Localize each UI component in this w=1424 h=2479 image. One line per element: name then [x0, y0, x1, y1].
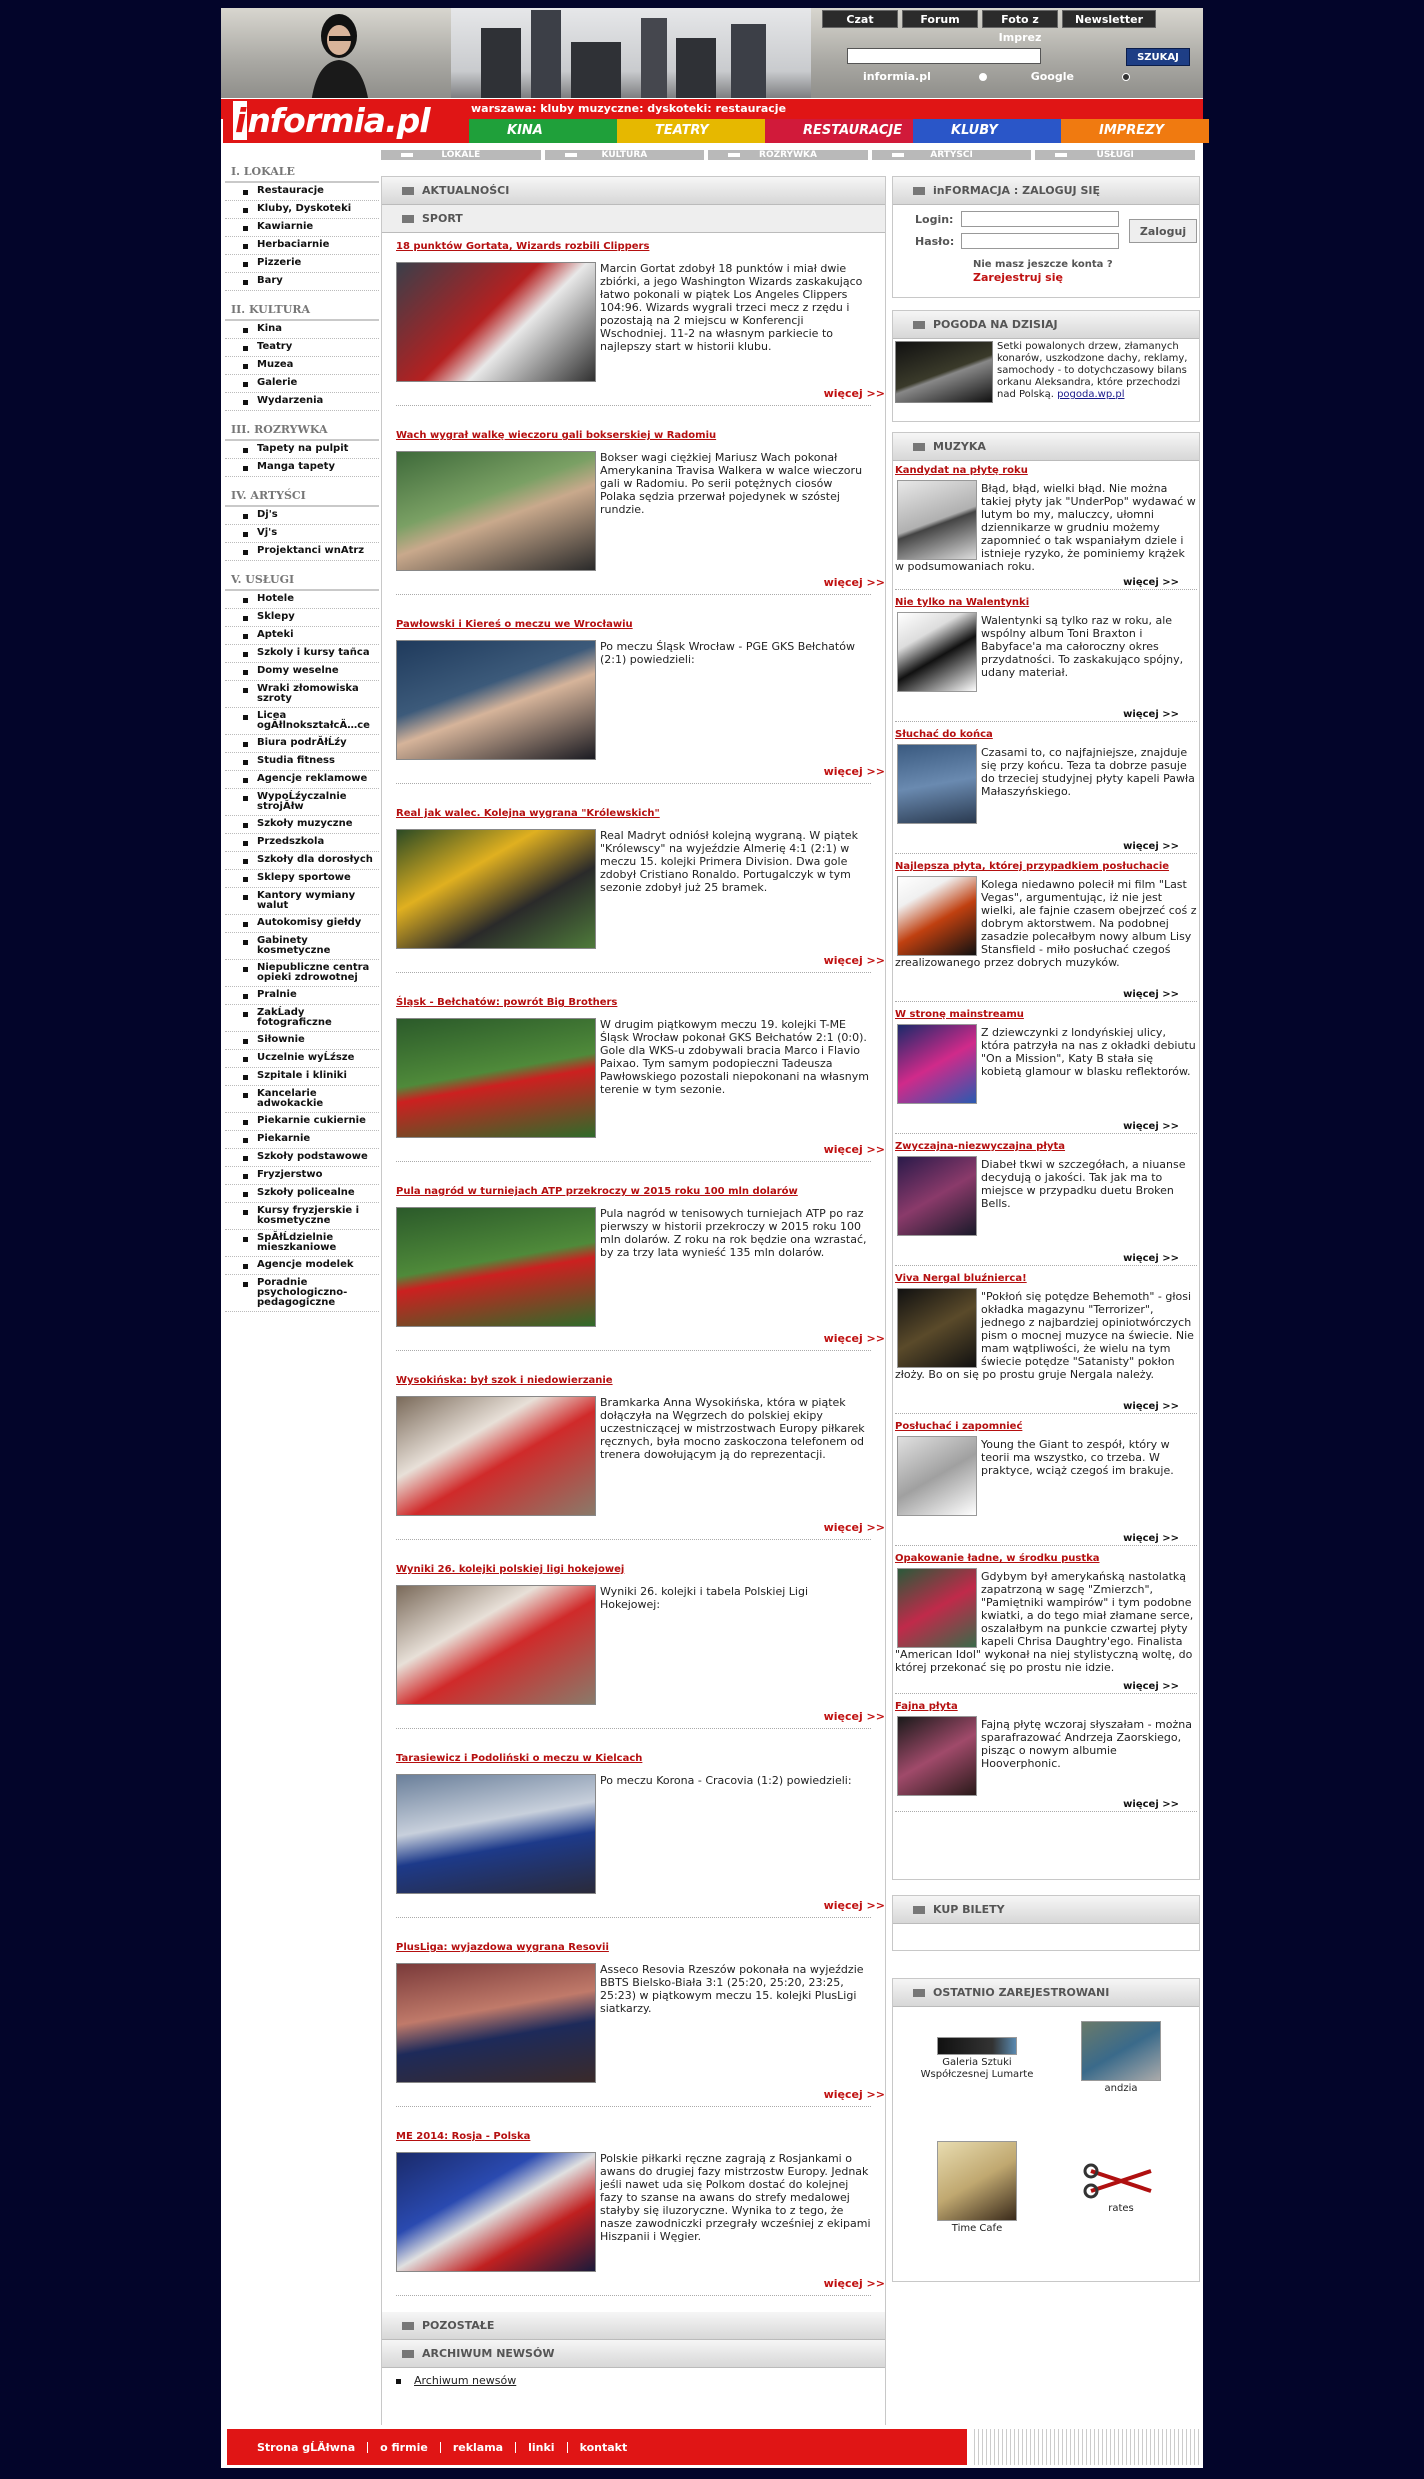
woman-photo [291, 10, 381, 98]
divider [396, 594, 871, 595]
city-skyline-image [451, 8, 811, 98]
member-name: rates [1108, 2203, 1134, 2214]
topnav-chat[interactable]: Czat [822, 10, 898, 28]
music-item-text: Z dziewczynki z londyńskiej ulicy, która patrzyła na nas z okładki debiutu "On a Mission", Katy B stała się kobietą glamour w blasku reflektorów. [981, 1026, 1196, 1078]
article-body: Bokser wagi ciężkiej Mariusz Wach pokonał Amerykanina Travisa Walkera w walce wieczoru gali w Radomiu. Po serii potężnych ciosów Polaka sędzia przerwał pojedynek w szóstej rundzie. [600, 451, 863, 516]
article-title[interactable]: Wach wygrał walkę wieczoru gali bokserskiej w Radomiu [396, 430, 717, 441]
footer-link[interactable]: linki [516, 2442, 567, 2453]
article-title[interactable]: 18 punktów Gortata, Wizards rozbili Clippers [396, 241, 650, 252]
top-navigation [822, 10, 1156, 44]
category-tab-kluby[interactable]: KLUBY [913, 119, 1061, 143]
sidebar-item[interactable]: Szkoły podstawowe [225, 1149, 379, 1167]
sidebar-item[interactable]: Galerie [225, 375, 379, 393]
music-item [893, 1697, 1199, 1815]
member-image [937, 2141, 1017, 2221]
album-cover[interactable] [897, 1568, 977, 1648]
article-image[interactable] [396, 1018, 596, 1138]
music-item [893, 1417, 1199, 1549]
album-cover[interactable] [897, 1288, 977, 1368]
music-item [893, 461, 1199, 593]
article-title[interactable]: Pula nagród w turniejach ATP przekroczy w 2015 roku 100 mln dolarów [396, 1186, 798, 1197]
member-name: andzia [1104, 2083, 1138, 2094]
sidebar-item[interactable]: Muzea [225, 357, 379, 375]
sidebar-item[interactable]: Manga tapety [225, 459, 379, 477]
music-item-text: Błąd, błąd, wielki błąd. Nie można takiej płyty jak "UnderPop" wydawać w lutym bo my, maluczcy, ułomni dziennikarze w grudniu możemy zapomnieć o tak wspaniałym dziele i istnieje ryzyko, że pominiemy krążek w podsumowaniach roku. [895, 482, 1196, 573]
sidebar-item[interactable]: Wydarzenia [225, 393, 379, 411]
album-cover[interactable] [897, 1156, 977, 1236]
sidebar-section-list [225, 507, 379, 561]
article-title[interactable]: PlusLiga: wyjazdowa wygrana Resovii [396, 1942, 609, 1953]
logo-i: i [235, 101, 246, 140]
music-item-title[interactable]: Słuchać do końca [895, 729, 993, 740]
music-item-text: Diabeł tkwi w szczegółach, a niuanse decydują o jakości. Tak jak ma to miejsce w przypadku duetu Broken Bells. [981, 1158, 1186, 1210]
sidebar-item[interactable]: Projektanci wnAtrz [225, 543, 379, 561]
footer-link[interactable]: kontakt [579, 2440, 628, 2454]
more-link[interactable]: więcej >> [1123, 989, 1179, 1000]
topnav-forum[interactable]: Forum [902, 10, 978, 28]
sidebar-section-title: I. LOKALE [225, 159, 379, 183]
sidebar-item[interactable]: Hotele [225, 591, 379, 609]
music-item-title[interactable]: Fajna płyta [895, 1701, 958, 1712]
divider [396, 1728, 871, 1729]
article-body: Real Madryt odniósł kolejną wygraną. W piątek "Królewscy" na wyjeździe Almerię 4:1 (2:1) w meczu 15. kolejki Primera Division. Dwa gole zdobył Cristiano Ronaldo. Portugalczyk w tym sezonie zdobył już 25 bramek. [600, 829, 858, 894]
more-link[interactable]: więcej >> [1123, 577, 1179, 588]
news-article [382, 2123, 885, 2312]
login-form [893, 205, 1199, 295]
category-tab-teatry[interactable]: TEATRY [617, 119, 765, 143]
sidebar-item[interactable]: Restauracje [225, 183, 379, 201]
sidebar-item[interactable]: Piekarnie [225, 1131, 379, 1149]
sidebar-item[interactable]: Szkoły dla dorosłych [225, 852, 379, 870]
more-link[interactable]: więcej >> [1123, 1401, 1179, 1412]
search-button[interactable]: SZUKAJ [1126, 48, 1190, 66]
music-item [893, 1137, 1199, 1269]
music-item [893, 593, 1199, 725]
music-item-title[interactable]: Posłuchać i zapomnieć [895, 1421, 1023, 1432]
sidebar-section-title: II. KULTURA [225, 297, 379, 321]
article-body: Po meczu Korona - Cracovia (1:2) powiedzieli: [600, 1774, 852, 1787]
subnav-2[interactable]: ROZRYWKA [708, 150, 868, 160]
sidebar-item[interactable]: Uczelnie wyĹźsze [225, 1050, 379, 1068]
article-title[interactable]: Pawłowski i Kiereś o meczu we Wrocławiu [396, 619, 633, 630]
header-banner [221, 8, 1203, 98]
album-cover[interactable] [897, 1436, 977, 1516]
topnav-photos[interactable]: Foto z Imprez [982, 10, 1058, 28]
article-image[interactable] [396, 829, 596, 949]
music-item-title[interactable]: Viva Nergal bluźnierca! [895, 1273, 1027, 1284]
article-body: Asseco Resovia Rzeszów pokonała na wyjeździe BBTS Bielsko-Biała 3:1 (25:20, 25:20, 23:25, 25:23) w piątkowym meczu 15. kolejki PlusLigi siatkarzy. [600, 1963, 864, 2015]
news-article [382, 1367, 885, 1556]
sidebar-item[interactable]: Bary [225, 273, 379, 291]
sidebar-item[interactable]: Szkoły policealne [225, 1185, 379, 1203]
album-cover[interactable] [897, 480, 977, 560]
footer-link[interactable]: o firmie [368, 2442, 441, 2453]
article-body: Polskie piłkarki ręczne zagrają z Rosjankami o awans do drugiej fazy mistrzostw Europy. Jednak jeśli nawet uda się Polkom dostać do kolejnej fazy to szanse na awans do strefy medalowej stałyby się iluzoryczne. Wynika to z tego, że nasze zawodniczki przegrały wcześniej z ekipami Hiszpanii i Węgier. [600, 2152, 871, 2243]
sidebar-item[interactable]: Pralnie [225, 987, 379, 1005]
news-article [382, 989, 885, 1178]
footer-links [227, 2429, 967, 2465]
article-title[interactable]: Real jak walec. Kolejna wygrana "Królewskich" [396, 808, 660, 819]
footer-link[interactable]: reklama [441, 2442, 516, 2453]
divider [895, 1693, 1197, 1694]
tagline: warszawa: kluby muzyczne: dyskoteki: restauracje [471, 102, 787, 115]
search-input[interactable] [847, 48, 1041, 64]
article-body: Bramkarka Anna Wysokińska, która w piątek dołączyła na Węgrzech do polskiej ekipy uczestniczącej w mistrzostwach Europy piłkarek ręcznych, była mocno zaskoczona telefonem od trenera dowołującym ją do reprezentacji. [600, 1396, 865, 1461]
tickets-box [892, 1895, 1200, 1951]
more-link[interactable]: więcej >> [823, 1521, 885, 1534]
article-list [382, 233, 885, 2312]
music-item-text: Young the Giant to zespół, który w teorii ma wszystko, co trzeba. W praktyce, wciąż czegoś im brakuje. [981, 1438, 1174, 1477]
subnav-3[interactable]: ARTYŚCI [872, 150, 1032, 160]
news-article [382, 1745, 885, 1934]
article-image[interactable] [396, 1207, 596, 1327]
article-image[interactable] [396, 1774, 596, 1894]
registered-member[interactable] [1061, 2161, 1181, 2215]
sidebar-item[interactable]: Autokomisy giełdy [225, 915, 379, 933]
divider [895, 589, 1197, 590]
music-item-text: Walentynki są tylko raz w roku, ale wspólny album Toni Braxton i Babyface'a ma całoroczny okres przydatności. To zaskakująco spójny, udany materiał. [981, 614, 1184, 679]
sidebar-item[interactable]: Agencje modelek [225, 1257, 379, 1275]
sidebar-item[interactable]: Fryzjerstwo [225, 1167, 379, 1185]
section-header-sport: SPORT [382, 205, 885, 233]
news-article [382, 611, 885, 800]
divider [396, 1161, 871, 1162]
archive-row [382, 2368, 885, 2393]
login-title: inFORMACJA : ZALOGUJ SIĘ [893, 177, 1199, 205]
sidebar-item[interactable]: Kawiarnie [225, 219, 379, 237]
news-column [381, 176, 886, 2433]
divider [895, 1811, 1197, 1812]
music-item-title[interactable]: Kandydat na płytę roku [895, 465, 1028, 476]
music-item-text: Gdybym był amerykańską nastolatką zapatrzoną w sagę "Zmierzch", "Pamiętniki wampirów" i tym podobne kwiatki, a do tego miał złamane serce, oszalałbym na punkcie czwartej płyty kapeli Chrisa Daughtry'ego. Finalista "American Idol" wykonał na niej stylistyczną woltę, do której przekonać się po prostu nie idzie. [895, 1570, 1194, 1674]
sidebar-item[interactable]: Licea ogĂłlnokształcÄ…ce [225, 708, 379, 735]
sidebar-item[interactable]: Kluby, Dyskoteki [225, 201, 379, 219]
sidebar-item[interactable]: Dj's [225, 507, 379, 525]
divider [895, 721, 1197, 722]
archive-link[interactable]: Archiwum newsów [414, 2374, 517, 2387]
album-cover[interactable] [897, 612, 977, 692]
article-image[interactable] [396, 1963, 596, 2083]
registered-list [893, 2007, 1199, 2277]
news-article [382, 233, 885, 422]
sidebar-section-title: III. ROZRYWKA [225, 417, 379, 441]
weather-link[interactable]: pogoda.wp.pl [1057, 389, 1125, 400]
sidebar-item[interactable]: Domy weselne [225, 663, 379, 681]
member-name: Time Cafe [951, 2223, 1003, 2234]
music-item-title[interactable]: W stronę mainstreamu [895, 1009, 1024, 1020]
sidebar-item[interactable]: Kantory wymiany walut [225, 888, 379, 915]
more-link[interactable]: więcej >> [1123, 1253, 1179, 1264]
divider [396, 1539, 871, 1540]
sidebar-item[interactable]: Agencje reklamowe [225, 771, 379, 789]
sidebar-item[interactable]: Biura podrĂłĹźy [225, 735, 379, 753]
section-header-other: POZOSTAŁE [382, 2312, 885, 2340]
music-list [893, 461, 1199, 1815]
article-image[interactable] [396, 1396, 596, 1516]
category-tab-imprezy[interactable]: IMPREZY [1061, 119, 1209, 143]
registered-member[interactable] [1061, 2021, 1181, 2095]
divider [396, 972, 871, 973]
no-account-text: Nie masz jeszcze konta ? [973, 259, 1113, 270]
weather-desc: Setki powalonych drzew, złamanych konarów, uszkodzone dachy, reklamy, samochody - to dotychczasowy bilans orkanu Aleksandra, które przechodzi nad Polską. [997, 341, 1188, 400]
music-item-text: Czasami to, co najfajniejsze, znajduje się przy końcu. Teza ta dobrze pasuje do trzeciej studyjnej płyty kapeli Pawła Małaszyńskiego. [981, 746, 1195, 798]
radio-google-icon [1122, 73, 1130, 81]
music-item-text: Fajną płytę wczoraj słyszałam - można sparafrazować Andrzeja Zaorskiego, pisząc o nowym albumie Hooverphonic. [981, 1718, 1192, 1770]
divider [895, 1133, 1197, 1134]
music-item-title[interactable]: Nie tylko na Walentynki [895, 597, 1030, 608]
article-title[interactable]: Wysokińska: był szok i niedowierzanie [396, 1375, 613, 1386]
music-item-text: "Pokłoń się potędze Behemoth" - głosi okładka magazynu "Terrorizer", jednego z najbardziej opiniotwórczych pism o mocnej muzyce na świecie. Nie mam wątpliwości, że wielu na tym świecie potędze "Satanisty" pokłon złoży. Bo on się po prostu gruje Nergala należy. [895, 1290, 1194, 1381]
music-box [892, 432, 1200, 1880]
logo-text: nformia.pl [247, 101, 430, 140]
divider [396, 405, 871, 406]
divider [895, 1265, 1197, 1266]
sidebar-section-list [225, 183, 379, 291]
page [221, 8, 1203, 2468]
sidebar-item[interactable]: Teatry [225, 339, 379, 357]
sidebar-item[interactable]: Apteki [225, 627, 379, 645]
sidebar-item[interactable]: Kancelarie adwokackie [225, 1086, 379, 1113]
topnav-newsletter[interactable]: Newsletter [1062, 10, 1156, 28]
more-link[interactable]: więcej >> [823, 1710, 885, 1723]
more-link[interactable]: więcej >> [823, 2088, 885, 2101]
article-title[interactable]: ME 2014: Rosja - Polska [396, 2131, 531, 2142]
bullet-icon [396, 2379, 401, 2384]
registered-title: OSTATNIO ZAREJESTROWANI [893, 1979, 1199, 2007]
section-header-archive: ARCHIWUM NEWSÓW [382, 2340, 885, 2368]
divider [396, 2295, 871, 2296]
member-image [1081, 2021, 1161, 2081]
sidebar-item[interactable]: ZakĹady fotograficzne [225, 1005, 379, 1032]
article-title[interactable]: Śląsk - Bełchatów: powrót Big Brothers [396, 997, 618, 1008]
register-link[interactable]: Zarejestruj się [973, 271, 1063, 284]
footer-stripe [971, 2429, 1199, 2465]
sidebar-item[interactable]: Szpitale i kliniki [225, 1068, 379, 1086]
password-field[interactable] [961, 233, 1119, 249]
sidebar-item[interactable]: Wraki złomowiska szroty [225, 681, 379, 708]
registered-member[interactable] [917, 2141, 1037, 2235]
divider [895, 853, 1197, 854]
radio-informia[interactable] [863, 70, 987, 83]
sidebar-item[interactable]: SpĂłĹdzielnie mieszkaniowe [225, 1230, 379, 1257]
more-link[interactable]: więcej >> [823, 2277, 885, 2290]
album-cover[interactable] [897, 744, 977, 824]
section-header-news: AKTUALNOŚCI [382, 177, 885, 205]
sidebar-item[interactable]: WypoĹźyczalnie strojĂłw [225, 789, 379, 816]
article-body: Pula nagród w tenisowych turniejach ATP po raz pierwszy w historii przekroczy w 2015 roku 100 mln dolarów. Z roku na rok będzie ona wzrastać, by za trzy lata wynieść 135 mln dolarów. [600, 1207, 867, 1259]
more-link[interactable]: więcej >> [1123, 1681, 1179, 1692]
member-image [1081, 2161, 1161, 2201]
divider [396, 1350, 871, 1351]
sidebar-item[interactable]: Szkoły muzyczne [225, 816, 379, 834]
sidebar-item[interactable]: Sklepy [225, 609, 379, 627]
subnav-4[interactable]: USŁUGI [1035, 150, 1195, 160]
login-field[interactable] [961, 211, 1119, 227]
divider [895, 1413, 1197, 1414]
news-article [382, 800, 885, 989]
sidebar-item[interactable]: Vj's [225, 525, 379, 543]
category-tab-restauracje[interactable]: RESTAURACJE [765, 119, 913, 143]
more-link[interactable]: więcej >> [1123, 1799, 1179, 1810]
weather-box [892, 310, 1200, 422]
category-tabs [469, 119, 1209, 143]
music-item-title[interactable]: Najlepsza płyta, której przypadkiem posłuchacie [895, 861, 1170, 872]
more-link[interactable]: więcej >> [823, 576, 885, 589]
more-link[interactable]: więcej >> [1123, 841, 1179, 852]
sidebar-section-list [225, 441, 379, 477]
divider [895, 1001, 1197, 1002]
article-title[interactable]: Wyniki 26. kolejki polskiej ligi hokejowej [396, 1564, 625, 1575]
footer [221, 2425, 1203, 2468]
weather-title: POGODA NA DZISIAJ [893, 311, 1199, 339]
sidebar-item[interactable]: Studia fitness [225, 753, 379, 771]
more-link[interactable]: więcej >> [1123, 1121, 1179, 1132]
article-image[interactable] [396, 640, 596, 760]
divider [895, 1545, 1197, 1546]
site-logo[interactable] [223, 99, 469, 143]
article-title[interactable]: Tarasiewicz i Podoliński o meczu w Kielcach [396, 1753, 643, 1764]
sidebar-item[interactable]: Kursy fryzjerskie i kosmetyczne [225, 1203, 379, 1230]
login-label: Login: [915, 213, 954, 226]
music-item-title[interactable]: Zwyczajna-niezwyczajna płyta [895, 1141, 1066, 1152]
article-image[interactable] [396, 262, 596, 382]
sidebar-item[interactable]: Szkoly i kursy tañca [225, 645, 379, 663]
article-body: W drugim piątkowym meczu 19. kolejki T-ME Śląsk Wrocław pokonał GKS Bełchatów 2:1 (0:0). Gole dla WKS-u zdobywali bracia Marco i Flavio Paixao. Tym samym podopieczni Tadeusza Pawłowskiego pozostali niepokonani na własnym terenie w tym sezonie. [600, 1018, 869, 1096]
sidebar-item[interactable]: Gabinety kosmetyczne [225, 933, 379, 960]
more-link[interactable]: więcej >> [823, 1332, 885, 1345]
music-item [893, 1269, 1199, 1417]
more-link[interactable]: więcej >> [823, 387, 885, 400]
news-article [382, 422, 885, 611]
article-image[interactable] [396, 1585, 596, 1705]
category-tab-kina[interactable]: KINA [469, 119, 617, 143]
album-cover[interactable] [897, 1716, 977, 1796]
more-link[interactable]: więcej >> [1123, 1533, 1179, 1544]
sidebar-item[interactable]: Herbaciarnie [225, 237, 379, 255]
subnav-0[interactable]: LOKALE [381, 150, 541, 160]
sidebar-item[interactable]: Poradnie psychologiczno-pedagogiczne [225, 1275, 379, 1312]
radio-google-label: Google [1030, 70, 1074, 83]
weather-image [895, 341, 993, 403]
registered-box [892, 1978, 1200, 2282]
music-item [893, 1549, 1199, 1697]
weather-body [893, 339, 1199, 403]
search-scope [863, 70, 1170, 83]
more-link[interactable]: więcej >> [823, 1143, 885, 1156]
article-body: Wyniki 26. kolejki i tabela Polskiej Ligi Hokejowej: [600, 1585, 809, 1611]
music-title: MUZYKA [893, 433, 1199, 461]
footer-link[interactable]: Strona gĹĂłwna [245, 2442, 368, 2453]
sidebar-item[interactable]: Piekarnie cukiernie [225, 1113, 379, 1131]
more-link[interactable]: więcej >> [823, 954, 885, 967]
tickets-title: KUP BILETY [893, 1896, 1199, 1924]
subnav-1[interactable]: KULTURA [545, 150, 705, 160]
article-image[interactable] [396, 451, 596, 571]
article-body: Marcin Gortat zdobył 18 punktów i miał dwie zbiórki, a jego Washington Wizards zaskakująco łatwo pokonali w piątek Los Angeles Clippers 104:96. Wizards wygrali trzeci mecz z rzędu i pozostają na 2 miejscu w Konferencji Wschodniej. 11-2 na własnym parkiecie to najlepszy start w historii klubu. [600, 262, 863, 353]
music-item [893, 857, 1199, 1005]
section-subnav [381, 150, 1195, 160]
left-sidebar [225, 153, 379, 1312]
music-item-text: Kolega niedawno polecił mi film "Last Vegas", argumentując, iż nie jest wielki, ale fajnie czasem obejrzeć coś z dobrym aktorstwem. Na podobnej zasadzie polecałbym nowy album Lisy Stansfield - miło posłuchać czegoś zrealizowanego przez dobrych muzyków. [895, 878, 1197, 969]
sidebar-section-title: V. USŁUGI [225, 567, 379, 591]
login-button[interactable]: Zaloguj [1129, 219, 1197, 243]
news-article [382, 1178, 885, 1367]
news-article [382, 1556, 885, 1745]
radio-informia-icon [979, 73, 987, 81]
sidebar-item[interactable]: Tapety na pulpit [225, 441, 379, 459]
password-label: Hasło: [915, 235, 955, 248]
sidebar-item[interactable]: Pizzerie [225, 255, 379, 273]
sidebar-section-list [225, 321, 379, 411]
article-body: Po meczu Śląsk Wrocław - PGE GKS Bełchatów (2:1) powiedzieli: [600, 640, 855, 666]
sidebar-item[interactable]: Siłownie [225, 1032, 379, 1050]
article-image[interactable] [396, 2152, 596, 2272]
music-item-title[interactable]: Opakowanie ładne, w środku pustka [895, 1553, 1100, 1564]
more-link[interactable]: więcej >> [823, 765, 885, 778]
sidebar-item[interactable]: Przedszkola [225, 834, 379, 852]
login-box [892, 176, 1200, 298]
divider [396, 2106, 871, 2107]
sidebar-item[interactable]: Kina [225, 321, 379, 339]
more-link[interactable]: więcej >> [823, 1899, 885, 1912]
album-cover[interactable] [897, 876, 977, 956]
music-item [893, 1005, 1199, 1137]
member-image [937, 2037, 1017, 2055]
news-article [382, 1934, 885, 2123]
more-link[interactable]: więcej >> [1123, 709, 1179, 720]
sidebar-item[interactable]: Niepubliczne centra opieki zdrowotnej [225, 960, 379, 987]
divider [396, 1917, 871, 1918]
sidebar-section-list [225, 591, 379, 1312]
sidebar-item[interactable]: Sklepy sportowe [225, 870, 379, 888]
divider [396, 783, 871, 784]
sidebar-section-title: IV. ARTYŚCI [225, 483, 379, 507]
music-item [893, 725, 1199, 857]
member-name: Galeria Sztuki Współczesnej Lumarte [920, 2057, 1034, 2080]
album-cover[interactable] [897, 1024, 977, 1104]
registered-member[interactable] [917, 2037, 1037, 2081]
radio-informia-label: informia.pl [863, 70, 931, 83]
radio-google[interactable] [1031, 70, 1130, 83]
